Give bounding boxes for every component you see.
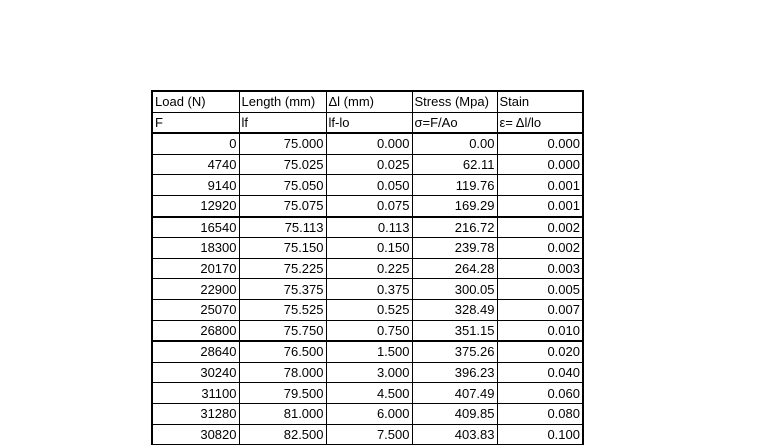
table-row: [152, 403, 583, 424]
table-cell[interactable]: 9140: [152, 175, 239, 196]
table-cell[interactable]: 0.005: [497, 279, 583, 300]
table-cell[interactable]: 351.15: [412, 320, 497, 341]
table-row: [152, 299, 583, 320]
table-cell[interactable]: 75.525: [239, 299, 326, 320]
table-cell[interactable]: 0.001: [497, 175, 583, 196]
table-cell[interactable]: 75.150: [239, 238, 326, 259]
table-cell[interactable]: 12920: [152, 195, 239, 216]
table-cell[interactable]: 76.500: [239, 341, 326, 362]
table-cell[interactable]: 75.225: [239, 258, 326, 279]
table-cell[interactable]: 216.72: [412, 217, 497, 238]
table-cell[interactable]: 0.525: [326, 299, 412, 320]
table-cell[interactable]: 0.060: [497, 383, 583, 404]
table-cell[interactable]: 75.025: [239, 154, 326, 175]
table-cell[interactable]: 0.020: [497, 341, 583, 362]
header-cell[interactable]: Load (N): [152, 91, 239, 112]
table-cell[interactable]: 0.002: [497, 238, 583, 259]
symbol-row: [152, 112, 583, 133]
table-cell[interactable]: 4740: [152, 154, 239, 175]
table-cell[interactable]: 78.000: [239, 362, 326, 383]
table-cell[interactable]: 0.010: [497, 320, 583, 341]
spreadsheet-area: [151, 90, 584, 445]
table-cell[interactable]: 4.500: [326, 383, 412, 404]
table-cell[interactable]: 0.100: [497, 424, 583, 445]
table-row: [152, 195, 583, 216]
table-cell[interactable]: 30820: [152, 424, 239, 445]
table-cell[interactable]: 0.000: [326, 133, 412, 154]
table-row: [152, 154, 583, 175]
table-row: [152, 279, 583, 300]
table-cell[interactable]: 75.000: [239, 133, 326, 154]
header-cell[interactable]: Stress (Mpa): [412, 91, 497, 112]
table-cell[interactable]: 31280: [152, 403, 239, 424]
symbol-cell[interactable]: lf: [239, 112, 326, 133]
table-row: [152, 258, 583, 279]
table-cell[interactable]: 0: [152, 133, 239, 154]
header-row: [152, 91, 583, 112]
table-cell[interactable]: 0.050: [326, 175, 412, 196]
table-cell[interactable]: 264.28: [412, 258, 497, 279]
table-cell[interactable]: 396.23: [412, 362, 497, 383]
table-cell[interactable]: 375.26: [412, 341, 497, 362]
table-row: [152, 383, 583, 404]
table-cell[interactable]: 3.000: [326, 362, 412, 383]
table-cell[interactable]: 62.11: [412, 154, 497, 175]
data-rows: [152, 133, 583, 444]
table-row: [152, 217, 583, 238]
table-cell[interactable]: 31100: [152, 383, 239, 404]
table-cell[interactable]: 409.85: [412, 403, 497, 424]
table-row: [152, 133, 583, 154]
table-cell[interactable]: 300.05: [412, 279, 497, 300]
table-cell[interactable]: 328.49: [412, 299, 497, 320]
table-row: [152, 175, 583, 196]
table-cell[interactable]: 79.500: [239, 383, 326, 404]
table-cell[interactable]: 75.113: [239, 217, 326, 238]
table-cell[interactable]: 169.29: [412, 195, 497, 216]
table-cell[interactable]: 0.075: [326, 195, 412, 216]
symbol-cell[interactable]: σ=F/Ao: [412, 112, 497, 133]
table-cell[interactable]: 0.003: [497, 258, 583, 279]
table-cell[interactable]: 75.075: [239, 195, 326, 216]
table-row: [152, 320, 583, 341]
table-cell[interactable]: 0.000: [497, 154, 583, 175]
table-cell[interactable]: 0.080: [497, 403, 583, 424]
table-cell[interactable]: 18300: [152, 238, 239, 259]
table-cell[interactable]: 407.49: [412, 383, 497, 404]
symbol-cell[interactable]: F: [152, 112, 239, 133]
table-row: [152, 238, 583, 259]
tensile-test-table: [151, 90, 584, 445]
table-cell[interactable]: 81.000: [239, 403, 326, 424]
header-cell[interactable]: Δl (mm): [326, 91, 412, 112]
table-cell[interactable]: 0.750: [326, 320, 412, 341]
table-cell[interactable]: 0.000: [497, 133, 583, 154]
table-cell[interactable]: 75.050: [239, 175, 326, 196]
table-cell[interactable]: 7.500: [326, 424, 412, 445]
table-cell[interactable]: 239.78: [412, 238, 497, 259]
table-cell[interactable]: 0.025: [326, 154, 412, 175]
symbol-cell[interactable]: ε= Δl/lo: [497, 112, 583, 133]
table-cell[interactable]: 82.500: [239, 424, 326, 445]
table-cell[interactable]: 20170: [152, 258, 239, 279]
table-cell[interactable]: 6.000: [326, 403, 412, 424]
header-cell[interactable]: Stain: [497, 91, 583, 112]
table-cell[interactable]: 0.113: [326, 217, 412, 238]
header-cell[interactable]: Length (mm): [239, 91, 326, 112]
table-row: [152, 362, 583, 383]
table-cell[interactable]: 22900: [152, 279, 239, 300]
table-cell[interactable]: 26800: [152, 320, 239, 341]
table-cell[interactable]: 0.00: [412, 133, 497, 154]
table-row: [152, 424, 583, 445]
table-cell[interactable]: 28640: [152, 341, 239, 362]
table-cell[interactable]: 0.225: [326, 258, 412, 279]
table-cell[interactable]: 16540: [152, 217, 239, 238]
symbol-cell[interactable]: lf-lo: [326, 112, 412, 133]
table-cell[interactable]: 25070: [152, 299, 239, 320]
table-cell[interactable]: 0.001: [497, 195, 583, 216]
table-cell[interactable]: 0.040: [497, 362, 583, 383]
table-cell[interactable]: 75.375: [239, 279, 326, 300]
table-cell[interactable]: 403.83: [412, 424, 497, 445]
table-cell[interactable]: 0.150: [326, 238, 412, 259]
table-cell[interactable]: 0.002: [497, 217, 583, 238]
table-cell[interactable]: 119.76: [412, 175, 497, 196]
table-cell[interactable]: 75.750: [239, 320, 326, 341]
table-cell[interactable]: 1.500: [326, 341, 412, 362]
table-cell[interactable]: 0.007: [497, 299, 583, 320]
table-cell[interactable]: 30240: [152, 362, 239, 383]
table-cell[interactable]: 0.375: [326, 279, 412, 300]
table-row: [152, 341, 583, 362]
